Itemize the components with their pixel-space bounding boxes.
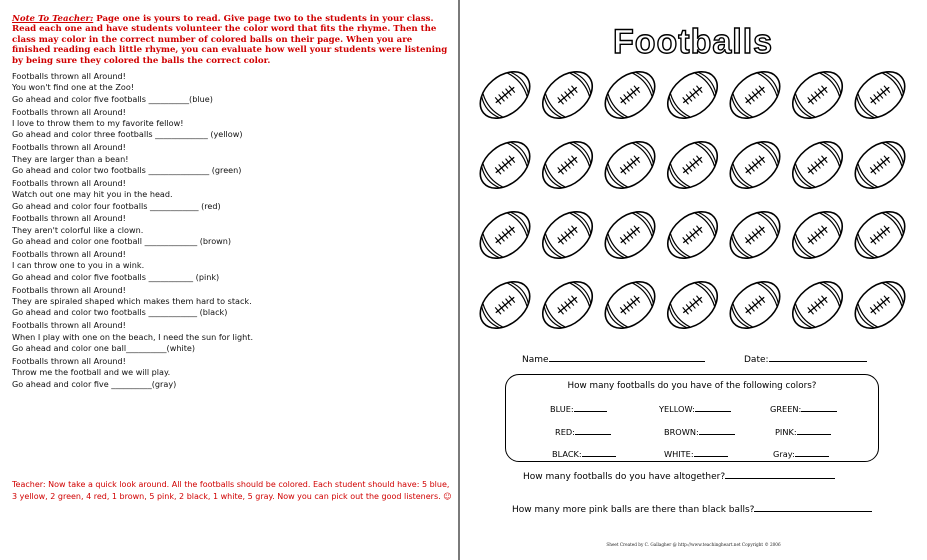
rhyme-line: Footballs thrown all Around! bbox=[12, 355, 126, 366]
note-text: Page one is yours to read. Give page two to the students in your class. Read each one and have students volunteer the color word that fits the rhyme. Then the class may color in the correct number of colored balls on their page. When you are finished reading each little rhyme, you can evaluate how well your students were listening by being sure they colored the balls the correct color. bbox=[12, 14, 448, 66]
rhyme-line: Go ahead and color five footballs ___________ (pink) bbox=[12, 271, 220, 282]
count-blank[interactable] bbox=[574, 403, 607, 412]
teacher-page bbox=[0, 0, 458, 560]
date-field[interactable] bbox=[744, 353, 867, 365]
rhyme-line: Go ahead and color five footballs __________(blue) bbox=[12, 93, 213, 104]
total-answer-blank[interactable] bbox=[725, 470, 835, 479]
football-icon[interactable] bbox=[596, 62, 663, 127]
football-icon[interactable] bbox=[659, 202, 726, 267]
count-blank[interactable] bbox=[695, 403, 731, 412]
rhyme-line: They are spiraled shaped which makes them hard to stack. bbox=[12, 296, 252, 307]
total-question[interactable] bbox=[523, 470, 835, 482]
rhyme-line: Footballs thrown all Around! bbox=[12, 71, 126, 81]
student-page bbox=[460, 0, 927, 560]
count-blank[interactable] bbox=[582, 448, 616, 457]
compare-question-text: How many more pink balls are there than black balls? bbox=[512, 505, 755, 515]
rhyme-line: Go ahead and color five __________(gray) bbox=[12, 378, 177, 389]
football-icon[interactable] bbox=[534, 202, 601, 267]
football-icon[interactable] bbox=[471, 62, 538, 127]
color-label: RED: bbox=[555, 427, 575, 437]
football-icon[interactable] bbox=[846, 132, 913, 197]
football-icon[interactable] bbox=[659, 62, 726, 127]
teacher-answer-key: Teacher: Now take a quick look around. All the footballs should be colored. Each student should have: 5 blue, 3 yellow, 2 green, 4 red, 1 brown, 5 pink, 2 black, 1 white, 5 gray. Now you can pick out the good listeners. ☺ bbox=[12, 480, 452, 501]
football-icon[interactable] bbox=[784, 132, 851, 197]
rhyme-line: Go ahead and color three footballs _____________ (yellow) bbox=[12, 129, 243, 140]
note-label: Note To Teacher: bbox=[12, 14, 94, 24]
date-blank[interactable] bbox=[769, 353, 867, 362]
name-blank[interactable] bbox=[549, 353, 705, 362]
color-label: BLUE: bbox=[550, 404, 574, 414]
rhyme-line: Footballs thrown all Around! bbox=[12, 249, 126, 260]
blue-count-field[interactable] bbox=[550, 403, 607, 414]
white-count-field[interactable] bbox=[664, 448, 728, 459]
rhyme-stanza bbox=[12, 71, 452, 105]
rhyme-line: Go ahead and color one ball__________(white) bbox=[12, 343, 196, 354]
rhyme-line: I can throw one to you in a wink. bbox=[12, 260, 145, 271]
rhyme-line: Footballs thrown all Around! bbox=[12, 284, 126, 295]
color-label: GREEN: bbox=[770, 404, 802, 414]
rhyme-line: Go ahead and color one football _____________ (brown) bbox=[12, 236, 232, 247]
color-label: WHITE: bbox=[664, 449, 694, 459]
rhyme-stanza bbox=[12, 213, 452, 247]
rhyme-line: Watch out one may hit you in the head. bbox=[12, 189, 173, 200]
total-question-text: How many footballs do you have altogether? bbox=[523, 472, 726, 482]
rhyme-line: You won't find one at the Zoo! bbox=[12, 82, 135, 93]
color-label: BROWN: bbox=[664, 427, 699, 437]
football-icon[interactable] bbox=[784, 62, 851, 127]
black-count-field[interactable] bbox=[552, 448, 616, 459]
rhyme-stanza bbox=[12, 320, 452, 354]
rhyme-line: Footballs thrown all Around! bbox=[12, 177, 126, 188]
rhyme-line: They are larger than a bean! bbox=[12, 153, 129, 164]
compare-question[interactable] bbox=[512, 503, 872, 515]
rhyme-line: Go ahead and color four footballs ____________ (red) bbox=[12, 200, 221, 211]
football-icon[interactable] bbox=[659, 132, 726, 197]
teacher-note bbox=[12, 14, 452, 66]
count-blank[interactable] bbox=[699, 426, 735, 435]
credit-line: Sheet Created by C. Gallagher @ http://www.teachingheart.net Copyright © 2006 bbox=[606, 542, 781, 547]
rhyme-stanza bbox=[12, 356, 452, 390]
football-icon[interactable] bbox=[846, 202, 913, 267]
rhyme-line: Go ahead and color two footballs _______________ (green) bbox=[12, 165, 242, 176]
football-icon[interactable] bbox=[784, 272, 851, 337]
football-icon[interactable] bbox=[534, 132, 601, 197]
football-icon[interactable] bbox=[846, 272, 913, 337]
football-icon[interactable] bbox=[471, 202, 538, 267]
rhyme-line: They aren't colorful like a clown. bbox=[12, 224, 144, 235]
rhyme-stanza bbox=[12, 285, 452, 319]
color-label: BLACK: bbox=[552, 449, 582, 459]
count-blank[interactable] bbox=[575, 426, 611, 435]
rhyme-line: Footballs thrown all Around! bbox=[12, 213, 126, 224]
box-question: How many footballs do you have of the following colors? bbox=[567, 381, 817, 391]
football-icon[interactable] bbox=[534, 272, 601, 337]
name-field[interactable] bbox=[522, 353, 705, 365]
football-icon[interactable] bbox=[596, 132, 663, 197]
rhyme-line: Footballs thrown all Around! bbox=[12, 106, 126, 117]
count-blank[interactable] bbox=[795, 448, 829, 457]
green-count-field[interactable] bbox=[770, 403, 837, 414]
rhyme-stanza bbox=[12, 107, 452, 141]
football-icon[interactable] bbox=[721, 272, 788, 337]
football-icon[interactable] bbox=[471, 272, 538, 337]
color-label: YELLOW: bbox=[659, 404, 695, 414]
football-icon[interactable] bbox=[534, 62, 601, 127]
rhyme-list bbox=[12, 71, 452, 391]
pink-count-field[interactable] bbox=[775, 426, 831, 437]
compare-answer-blank[interactable] bbox=[754, 503, 872, 512]
football-icon[interactable] bbox=[659, 272, 726, 337]
football-icon[interactable] bbox=[596, 202, 663, 267]
football-icon[interactable] bbox=[721, 132, 788, 197]
football-icon[interactable] bbox=[784, 202, 851, 267]
football-icon[interactable] bbox=[471, 132, 538, 197]
color-label: Gray: bbox=[773, 449, 795, 459]
rhyme-line: Go ahead and color two footballs ____________ (black) bbox=[12, 307, 228, 318]
color-label: PINK: bbox=[775, 427, 797, 437]
rhyme-stanza bbox=[12, 178, 452, 212]
football-icon[interactable] bbox=[596, 272, 663, 337]
rhyme-line: Footballs thrown all Around! bbox=[12, 142, 126, 153]
football-icon[interactable] bbox=[846, 62, 913, 127]
count-blank[interactable] bbox=[801, 403, 837, 412]
football-icon[interactable] bbox=[721, 202, 788, 267]
football-layer bbox=[471, 62, 913, 337]
rhyme-line: Throw me the football and we will play. bbox=[12, 367, 171, 378]
yellow-count-field[interactable] bbox=[659, 403, 731, 414]
football-grid bbox=[460, 0, 927, 350]
rhyme-line: Footballs thrown all Around! bbox=[12, 320, 126, 331]
name-label: Name bbox=[522, 355, 549, 365]
football-icon[interactable] bbox=[721, 62, 788, 127]
rhyme-line: When I play with one on the beach, I need the sun for light. bbox=[12, 331, 254, 342]
count-blank[interactable] bbox=[797, 426, 831, 435]
count-blank[interactable] bbox=[694, 448, 728, 457]
red-count-field[interactable] bbox=[555, 426, 611, 437]
rhyme-stanza bbox=[12, 249, 452, 283]
color-count-box bbox=[505, 374, 879, 462]
rhyme-stanza bbox=[12, 142, 452, 176]
gray-count-field[interactable] bbox=[773, 448, 829, 459]
brown-count-field[interactable] bbox=[664, 426, 735, 437]
page-title: Footballs bbox=[612, 23, 774, 61]
rhyme-line: I love to throw them to my favorite fellow! bbox=[12, 118, 184, 129]
date-label: Date: bbox=[744, 355, 769, 365]
